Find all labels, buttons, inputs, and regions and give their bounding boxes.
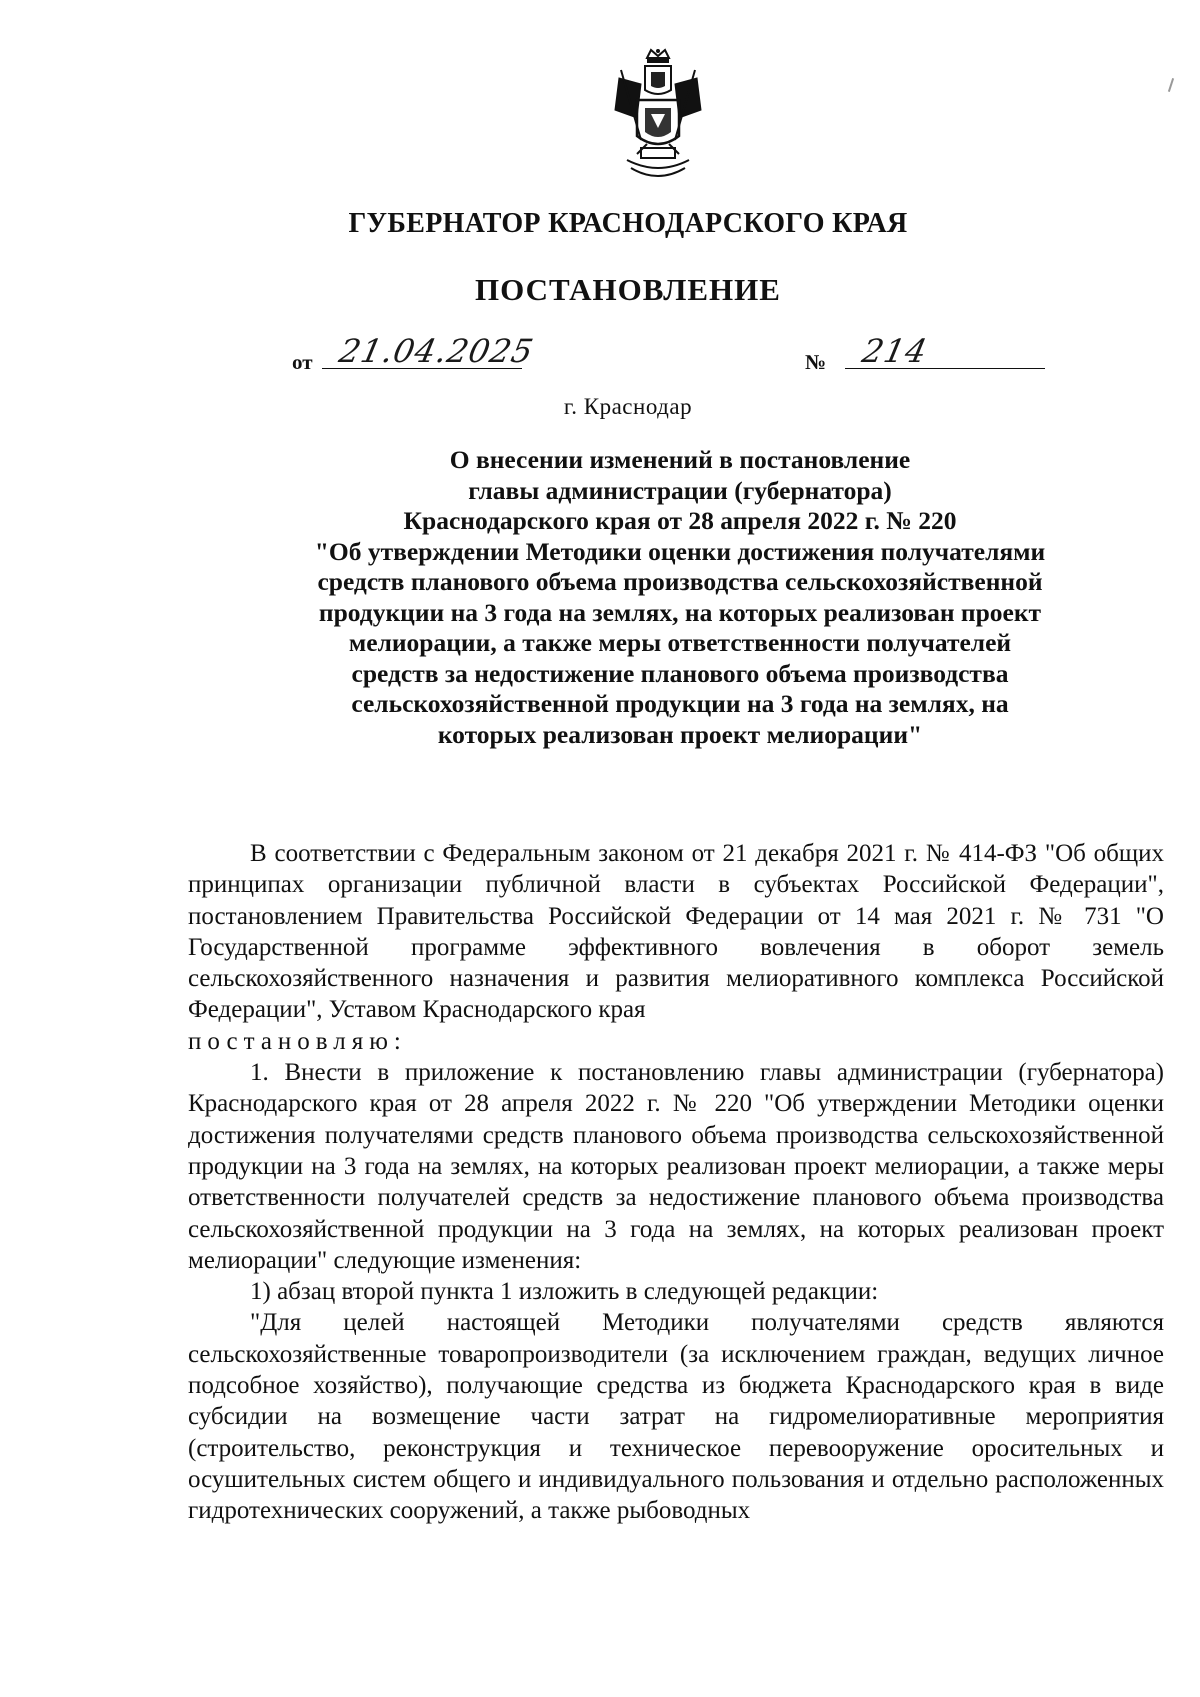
item-1-paragraph: 1. Внести в приложение к постановлению главы администрации (губернатора) Краснодарского края от 28 апреля 2022 г. № 220 "Об утверждении Методики оценки достижения получателями средств планового объема производства сельскохозяйственной продукции на 3 года на землях, на которых реализован проект мелиорации, а также меры ответственности получателей средств за недостижение планового объема производства сельскохозяйственной продукции на 3 года на землях, на которых реализован проект мелиорации" следующие изменения: xyxy=(188,1059,1164,1274)
title-line: О внесении изменений в постановление xyxy=(449,445,911,474)
title-line: Краснодарского края от 28 апреля 2022 г. № 220 xyxy=(403,506,957,535)
issuer-heading: ГУБЕРНАТОР КРАСНОДАРСКОГО КРАЯ xyxy=(348,208,908,239)
city-label: г. Краснодар xyxy=(563,394,693,419)
number-line xyxy=(805,332,1045,375)
date-value: 21.04.2025 xyxy=(335,332,538,370)
title-line: средств за недостижение планового объема производства xyxy=(351,658,1009,688)
title-line: средств планового объема производства сельскохозяйственной xyxy=(317,567,1043,596)
title-line: мелиорации, а также меры ответственности получателей xyxy=(348,628,1012,657)
title-line: которых реализован проект мелиорации" xyxy=(437,719,923,749)
number-field xyxy=(845,332,1045,370)
document-title xyxy=(200,445,1160,750)
sub-item-1-paragraph: 1) абзац второй пункта 1 изложить в следующей редакции: xyxy=(250,1278,879,1306)
coat-of-arms-icon xyxy=(607,48,709,186)
quoted-paragraph: "Для целей настоящей Методики получателями средств являются сельскохозяйственные товаропроизводители (за исключением граждан, ведущих личное подсобное хозяйство), получающие средства из бюджета Краснодарского края в виде субсидии на возмещение части затрат на гидромелиоративные мероприятия (строительство, реконструкция и техническое перевооружение оросительных и осушительных систем общего и индивидуального пользования и отдельно расположенных гидротехнических сооружений, а также рыбоводных xyxy=(188,1309,1164,1525)
title-line: "Об утверждении Методики оценки достижения получателями xyxy=(314,536,1046,566)
document-type-heading: ПОСТАНОВЛЕНИЕ xyxy=(475,272,781,307)
margin-mark xyxy=(1168,78,1174,92)
document-body xyxy=(188,838,1164,1527)
title-line: главы администрации (губернатора) xyxy=(468,475,892,505)
preamble-paragraph: В соответствии с Федеральным законом от 21 декабря 2021 г. № 414-ФЗ "Об общих принципах организации публичной власти в субъектах Российской Федерации", постановлением Правительства Российской Федерации от 14 мая 2021 г. № 731 "О Государственной программе эффективного вовлечения в оборот земель сельскохозяйственного назначения и развития мелиоративного комплекса Российской Федерации", Уставом Краснодарского края xyxy=(188,840,1164,1024)
title-line: продукции на 3 года на землях, на которых реализован проект xyxy=(318,597,1042,627)
number-value: 214 xyxy=(859,332,932,370)
number-prefix: № xyxy=(805,350,827,374)
decree-word: постановляю: xyxy=(188,1027,407,1055)
decree-word-line xyxy=(188,1026,1164,1057)
date-field xyxy=(322,332,538,370)
date-line xyxy=(292,332,538,375)
date-prefix: от xyxy=(292,350,313,374)
title-line: сельскохозяйственной продукции на 3 года на землях, на xyxy=(351,689,1009,718)
